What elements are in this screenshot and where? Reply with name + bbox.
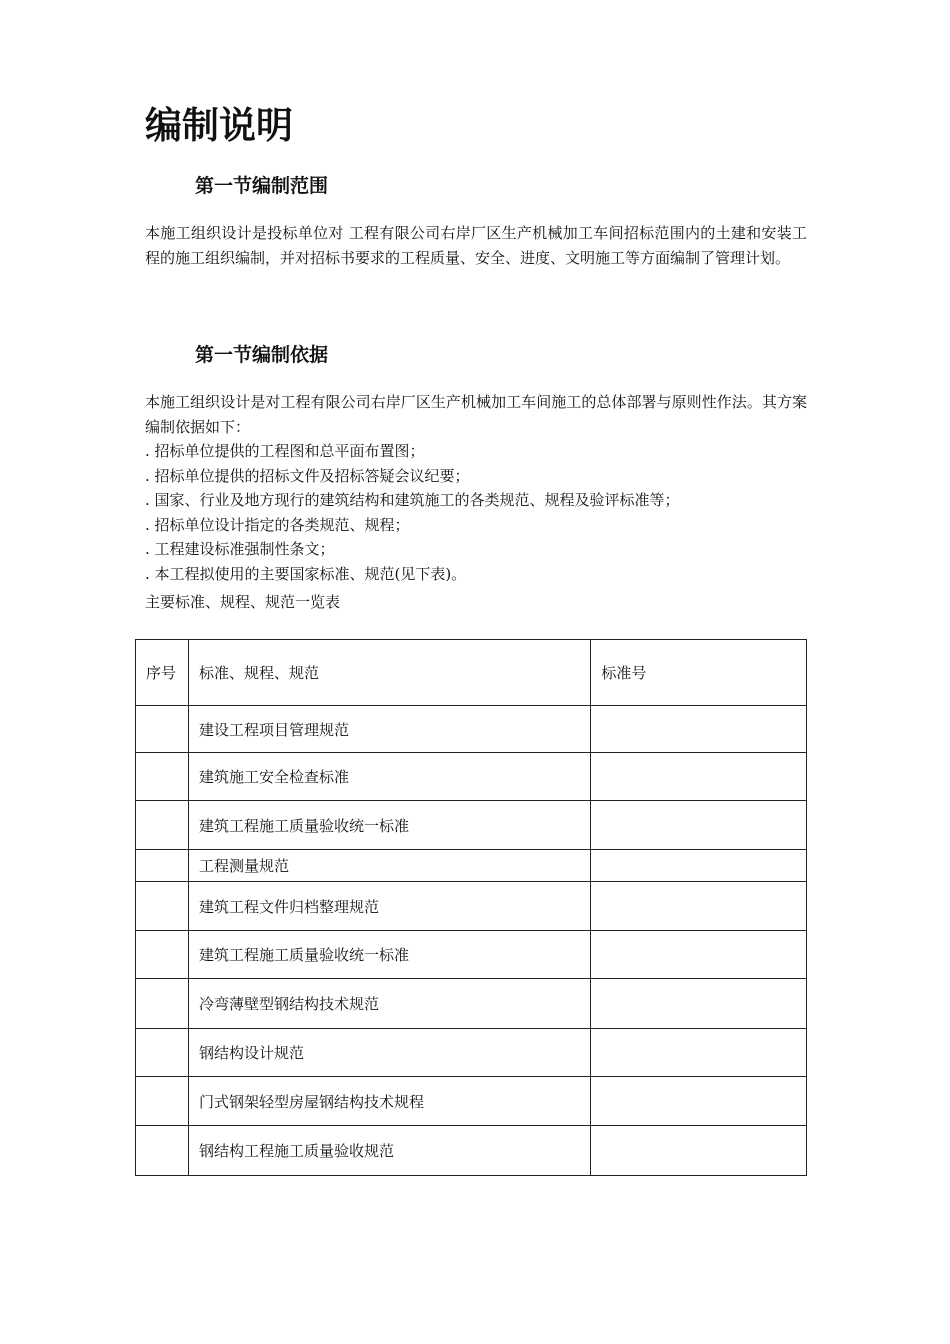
cell-code [591, 1029, 807, 1077]
cell-name: 钢结构工程施工质量验收规范 [188, 1126, 590, 1176]
cell-no [136, 850, 189, 882]
table-row [136, 850, 807, 882]
header-cell-code: 标准号 [591, 640, 807, 706]
table-row [136, 706, 807, 753]
scope-paragraph: 本施工组织设计是投标单位对 工程有限公司右岸厂区生产机械加工车间招标范围内的土建和安装工程的施工组织编制，并对招标书要求的工程质量、安全、进度、文明施工等方面编制了管理计划。 [145, 224, 807, 267]
table-row [136, 753, 807, 801]
cell-no [136, 1029, 189, 1077]
cell-code [591, 979, 807, 1029]
cell-code [591, 1126, 807, 1176]
table-caption: 主要标准、规程、规范一览表 [145, 593, 341, 611]
header-cell-name: 标准、规程、规范 [188, 640, 590, 706]
header-cell-no: 序号 [136, 640, 189, 706]
cell-no [136, 801, 189, 850]
table-row [136, 931, 807, 979]
table-row [136, 1029, 807, 1077]
table-row [136, 882, 807, 931]
cell-code [591, 931, 807, 979]
standards-table [135, 639, 807, 1176]
table-row [136, 1077, 807, 1126]
cell-no [136, 753, 189, 801]
basis-list [145, 439, 807, 586]
list-item: . 工程建设标准强制性条文； [145, 540, 335, 558]
cell-no [136, 706, 189, 753]
cell-code [591, 706, 807, 753]
cell-no [136, 979, 189, 1029]
cell-no [136, 1077, 189, 1126]
cell-code [591, 753, 807, 801]
basis-paragraph: 本施工组织设计是对工程有限公司右岸厂区生产机械加工车间施工的总体部署与原则性作法。其方案编制依据如下： [145, 393, 807, 436]
cell-code [591, 1077, 807, 1126]
list-item: . 招标单位提供的招标文件及招标答疑会议纪要； [145, 466, 470, 485]
table-row [136, 979, 807, 1029]
table-header-row [136, 640, 807, 706]
cell-code [591, 882, 807, 931]
cell-code [591, 850, 807, 882]
cell-code [591, 801, 807, 850]
cell-no [136, 882, 189, 931]
cell-name: 建筑工程施工质量验收统一标准 [188, 801, 590, 850]
cell-name: 建筑施工安全检查标准 [188, 753, 590, 801]
cell-name: 工程测量规范 [188, 850, 590, 882]
list-item: . 招标单位提供的工程图和总平面布置图； [145, 442, 425, 460]
section-heading-scope: 第一节编制范围 [195, 175, 329, 197]
page-title: 编制说明 [145, 104, 293, 147]
cell-name: 建设工程项目管理规范 [188, 706, 590, 753]
table-row [136, 801, 807, 850]
list-item: . 国家、行业及地方现行的建筑结构和建筑施工的各类规范、规程及验评标准等； [145, 491, 680, 509]
cell-name: 钢结构设计规范 [188, 1029, 590, 1077]
cell-no [136, 1126, 189, 1176]
table-row [136, 1126, 807, 1176]
cell-name: 建筑工程文件归档整理规范 [188, 882, 590, 931]
cell-name: 建筑工程施工质量验收统一标准 [188, 931, 590, 979]
cell-name: 冷弯薄壁型钢结构技术规范 [188, 979, 590, 1029]
cell-no [136, 931, 189, 979]
list-item: . 本工程拟使用的主要国家标准、规范(见下表)。 [145, 564, 467, 583]
cell-name: 门式钢架轻型房屋钢结构技术规程 [188, 1077, 590, 1126]
list-item: . 招标单位设计指定的各类规范、规程； [145, 515, 410, 534]
section-heading-basis: 第一节编制依据 [195, 344, 329, 366]
